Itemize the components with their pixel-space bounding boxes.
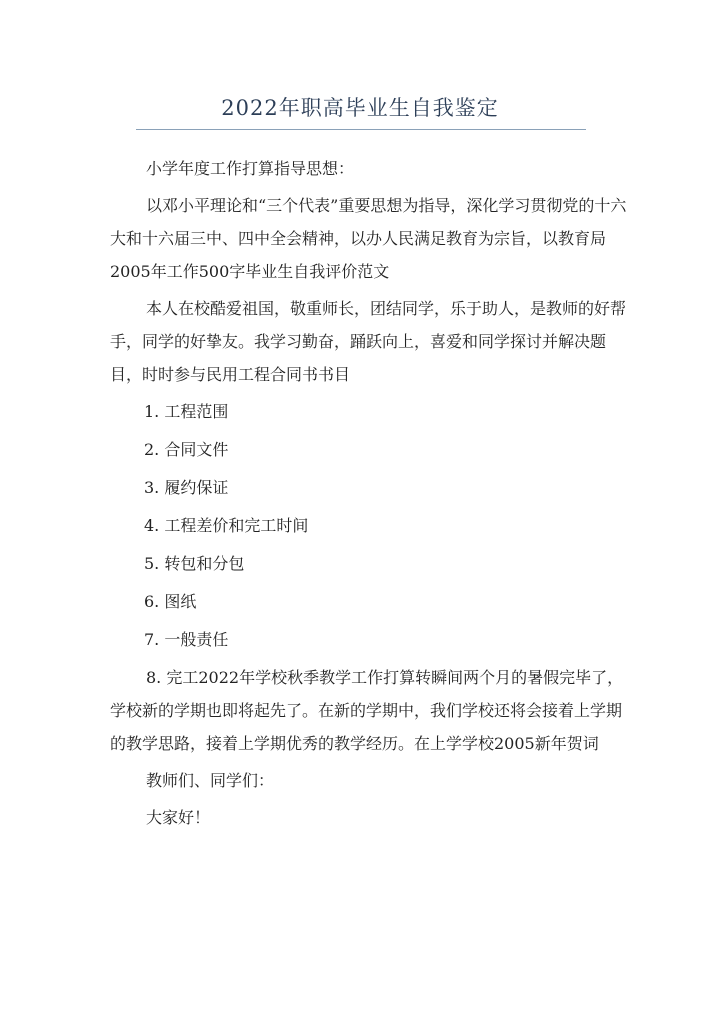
paragraph-intro: 小学年度工作打算指导思想：: [146, 159, 355, 178]
list-item: 3. 履约保证: [144, 478, 229, 497]
contract-list: [110, 395, 630, 656]
list-item: 1. 工程范围: [144, 402, 229, 421]
list-item: 2. 合同文件: [144, 440, 229, 459]
document-body: [110, 152, 630, 838]
paragraph-completion: 8. 完工2022年学校秋季教学工作打算转瞬间两个月的暑假完毕了，学校新的学期也即将起先了。在新的学期中，我们学校还将会接着上学期的教学思路，接着上学期优秀的教学经历。在上学学校2005新年贺词: [110, 668, 624, 753]
page-title: 2022年职高毕业生自我鉴定: [221, 96, 499, 120]
list-item: 4. 工程差价和完工时间: [144, 516, 309, 535]
paragraph-greeting: 大家好！: [146, 808, 211, 827]
paragraph-greeting-audience: 教师们、同学们：: [146, 771, 275, 790]
list-item: 5. 转包和分包: [144, 554, 245, 573]
list-item: 6. 图纸: [144, 592, 197, 611]
title-divider: [136, 129, 586, 130]
list-item: 7. 一般责任: [144, 630, 229, 649]
paragraph-guiding-thought: 以邓小平理论和“三个代表”重要思想为指导，深化学习贯彻党的十六大和十六届三中、四中全会精神，以办人民满足教育为宗旨，以教育局2005年工作500字毕业生自我评价范文: [110, 196, 627, 281]
paragraph-self-evaluation: 本人在校酷爱祖国，敬重师长，团结同学，乐于助人，是教师的好帮手，同学的好挚友。我学习勤奋，踊跃向上，喜爱和同学探讨并解决题目，时时参与民用工程合同书书目: [110, 299, 627, 384]
